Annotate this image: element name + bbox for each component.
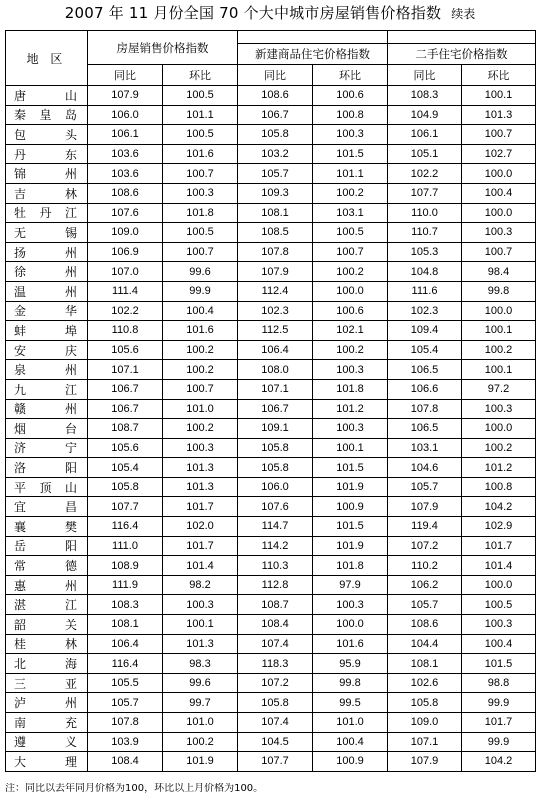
yoy-value: 103.2 xyxy=(238,144,313,164)
mom-value: 98.8 xyxy=(462,673,536,693)
mom-value: 101.9 xyxy=(163,752,238,772)
yoy-value: 108.5 xyxy=(238,223,313,243)
mom-value: 99.6 xyxy=(163,673,238,693)
page-title: 2007 年 11 月份全国 70 个大中城市房屋销售价格指数 xyxy=(64,4,442,22)
mom-value: 101.8 xyxy=(313,556,388,576)
mom-value: 102.7 xyxy=(462,144,536,164)
mom-value: 99.9 xyxy=(163,281,238,301)
yoy-value: 107.9 xyxy=(388,497,462,517)
mom-value: 100.3 xyxy=(313,125,388,145)
yoy-value: 108.7 xyxy=(88,419,163,439)
yoy-value: 108.3 xyxy=(388,86,462,106)
yoy-value: 118.3 xyxy=(238,654,313,674)
header-sales-index: 房屋销售价格指数 xyxy=(88,31,238,65)
city-name: 无锡 xyxy=(6,223,88,243)
mom-value: 102.0 xyxy=(163,517,238,537)
yoy-value: 105.7 xyxy=(88,693,163,713)
yoy-value: 110.3 xyxy=(238,556,313,576)
header-spacer-new xyxy=(238,31,388,44)
mom-value: 101.2 xyxy=(462,458,536,478)
mom-value: 100.0 xyxy=(462,301,536,321)
yoy-value: 106.5 xyxy=(388,419,462,439)
yoy-value: 107.4 xyxy=(238,713,313,733)
mom-value: 101.0 xyxy=(163,399,238,419)
yoy-value: 110.0 xyxy=(388,203,462,223)
yoy-value: 107.8 xyxy=(238,242,313,262)
yoy-value: 104.6 xyxy=(388,458,462,478)
mom-value: 100.5 xyxy=(163,223,238,243)
table-row xyxy=(6,340,536,360)
mom-value: 100.3 xyxy=(313,360,388,380)
mom-value: 100.2 xyxy=(313,340,388,360)
yoy-value: 114.2 xyxy=(238,536,313,556)
city-name: 大理 xyxy=(6,752,88,772)
mom-value: 101.7 xyxy=(163,536,238,556)
mom-value: 100.3 xyxy=(462,615,536,635)
table-row xyxy=(6,164,536,184)
city-name: 常德 xyxy=(6,556,88,576)
yoy-value: 105.5 xyxy=(88,673,163,693)
yoy-value: 102.2 xyxy=(388,164,462,184)
mom-value: 100.3 xyxy=(163,595,238,615)
yoy-value: 105.7 xyxy=(388,595,462,615)
table-row xyxy=(6,517,536,537)
mom-value: 99.8 xyxy=(462,281,536,301)
mom-value: 100.7 xyxy=(462,125,536,145)
mom-value: 101.3 xyxy=(163,634,238,654)
city-name: 安庆 xyxy=(6,340,88,360)
table-row xyxy=(6,615,536,635)
header-second-index: 二手住宅价格指数 xyxy=(388,44,536,65)
city-name: 三亚 xyxy=(6,673,88,693)
header-mom: 环比 xyxy=(163,65,238,86)
yoy-value: 106.2 xyxy=(388,575,462,595)
mom-value: 99.9 xyxy=(462,693,536,713)
mom-value: 101.7 xyxy=(462,536,536,556)
yoy-value: 105.8 xyxy=(238,693,313,713)
table-row xyxy=(6,752,536,772)
mom-value: 100.4 xyxy=(462,183,536,203)
yoy-value: 107.2 xyxy=(238,673,313,693)
yoy-value: 108.6 xyxy=(88,183,163,203)
yoy-value: 108.9 xyxy=(88,556,163,576)
yoy-value: 109.3 xyxy=(238,183,313,203)
city-name: 锦州 xyxy=(6,164,88,184)
table-row xyxy=(6,105,536,125)
yoy-value: 104.8 xyxy=(388,262,462,282)
city-name: 扬州 xyxy=(6,242,88,262)
mom-value: 100.3 xyxy=(462,399,536,419)
yoy-value: 111.9 xyxy=(88,575,163,595)
mom-value: 101.1 xyxy=(313,164,388,184)
mom-value: 101.6 xyxy=(163,321,238,341)
mom-value: 98.4 xyxy=(462,262,536,282)
yoy-value: 107.7 xyxy=(238,752,313,772)
yoy-value: 116.4 xyxy=(88,517,163,537)
yoy-value: 105.8 xyxy=(238,438,313,458)
table-row xyxy=(6,281,536,301)
city-name: 宜昌 xyxy=(6,497,88,517)
table-row xyxy=(6,536,536,556)
mom-value: 100.4 xyxy=(313,732,388,752)
yoy-value: 106.4 xyxy=(238,340,313,360)
table-row xyxy=(6,575,536,595)
city-name: 泸州 xyxy=(6,693,88,713)
mom-value: 104.2 xyxy=(462,497,536,517)
mom-value: 98.2 xyxy=(163,575,238,595)
city-name: 烟台 xyxy=(6,419,88,439)
yoy-value: 106.0 xyxy=(238,477,313,497)
yoy-value: 106.6 xyxy=(388,379,462,399)
yoy-value: 103.1 xyxy=(388,438,462,458)
mom-value: 100.4 xyxy=(462,634,536,654)
yoy-value: 107.9 xyxy=(238,262,313,282)
yoy-value: 106.7 xyxy=(88,379,163,399)
mom-value: 101.7 xyxy=(163,497,238,517)
header-mom: 环比 xyxy=(462,65,536,86)
mom-value: 100.9 xyxy=(313,497,388,517)
mom-value: 101.0 xyxy=(313,713,388,733)
yoy-value: 106.4 xyxy=(88,634,163,654)
header-yoy: 同比 xyxy=(238,65,313,86)
mom-value: 101.7 xyxy=(462,713,536,733)
title-suffix: 续表 xyxy=(451,7,476,21)
city-name: 泉州 xyxy=(6,360,88,380)
mom-value: 100.3 xyxy=(313,595,388,615)
yoy-value: 114.7 xyxy=(238,517,313,537)
table-row xyxy=(6,242,536,262)
city-name: 丹东 xyxy=(6,144,88,164)
mom-value: 100.0 xyxy=(462,575,536,595)
mom-value: 101.4 xyxy=(462,556,536,576)
mom-value: 101.4 xyxy=(163,556,238,576)
mom-value: 99.9 xyxy=(462,732,536,752)
yoy-value: 108.6 xyxy=(238,86,313,106)
yoy-value: 108.1 xyxy=(238,203,313,223)
header-yoy: 同比 xyxy=(388,65,462,86)
yoy-value: 107.6 xyxy=(238,497,313,517)
yoy-value: 107.8 xyxy=(388,399,462,419)
footnote: 注：同比以去年同月价格为100，环比以上月价格为100。 xyxy=(5,783,264,794)
mom-value: 100.4 xyxy=(163,301,238,321)
mom-value: 99.7 xyxy=(163,693,238,713)
city-name: 湛江 xyxy=(6,595,88,615)
city-name: 蚌埠 xyxy=(6,321,88,341)
yoy-value: 110.7 xyxy=(388,223,462,243)
city-name: 唐山 xyxy=(6,86,88,106)
yoy-value: 106.1 xyxy=(388,125,462,145)
yoy-value: 105.4 xyxy=(88,458,163,478)
table-row xyxy=(6,713,536,733)
yoy-value: 105.6 xyxy=(88,438,163,458)
table-row xyxy=(6,438,536,458)
yoy-value: 108.1 xyxy=(88,615,163,635)
mom-value: 98.3 xyxy=(163,654,238,674)
mom-value: 100.2 xyxy=(163,732,238,752)
header-new-index: 新建商品住宅价格指数 xyxy=(238,44,388,65)
yoy-value: 106.7 xyxy=(238,399,313,419)
mom-value: 100.3 xyxy=(163,438,238,458)
mom-value: 100.0 xyxy=(462,203,536,223)
mom-value: 103.1 xyxy=(313,203,388,223)
city-name: 金华 xyxy=(6,301,88,321)
mom-value: 100.1 xyxy=(462,86,536,106)
mom-value: 102.1 xyxy=(313,321,388,341)
mom-value: 99.5 xyxy=(313,693,388,713)
yoy-value: 109.4 xyxy=(388,321,462,341)
mom-value: 100.1 xyxy=(313,438,388,458)
yoy-value: 107.1 xyxy=(238,379,313,399)
yoy-value: 112.8 xyxy=(238,575,313,595)
yoy-value: 108.6 xyxy=(388,615,462,635)
mom-value: 100.5 xyxy=(163,86,238,106)
table-row xyxy=(6,360,536,380)
city-name: 包头 xyxy=(6,125,88,145)
yoy-value: 103.9 xyxy=(88,732,163,752)
table-row xyxy=(6,595,536,615)
mom-value: 100.1 xyxy=(462,360,536,380)
mom-value: 97.2 xyxy=(462,379,536,399)
yoy-value: 102.3 xyxy=(388,301,462,321)
yoy-value: 103.6 xyxy=(88,164,163,184)
mom-value: 100.7 xyxy=(163,242,238,262)
yoy-value: 105.8 xyxy=(388,693,462,713)
city-name: 北海 xyxy=(6,654,88,674)
mom-value: 104.2 xyxy=(462,752,536,772)
yoy-value: 108.7 xyxy=(238,595,313,615)
table-row xyxy=(6,203,536,223)
yoy-value: 107.1 xyxy=(88,360,163,380)
table-row xyxy=(6,654,536,674)
mom-value: 101.8 xyxy=(313,379,388,399)
table-body xyxy=(6,86,536,772)
table-header xyxy=(6,31,536,86)
mom-value: 95.9 xyxy=(313,654,388,674)
mom-value: 100.0 xyxy=(462,419,536,439)
mom-value: 101.9 xyxy=(313,536,388,556)
yoy-value: 106.0 xyxy=(88,105,163,125)
mom-value: 101.0 xyxy=(163,713,238,733)
mom-value: 100.8 xyxy=(313,105,388,125)
city-name: 遵义 xyxy=(6,732,88,752)
table-row xyxy=(6,321,536,341)
city-name: 襄樊 xyxy=(6,517,88,537)
table-row xyxy=(6,399,536,419)
mom-value: 101.6 xyxy=(313,634,388,654)
city-name: 徐州 xyxy=(6,262,88,282)
mom-value: 100.7 xyxy=(163,379,238,399)
mom-value: 100.2 xyxy=(313,183,388,203)
city-name: 牡丹江 xyxy=(6,203,88,223)
table-row xyxy=(6,301,536,321)
yoy-value: 105.3 xyxy=(388,242,462,262)
mom-value: 101.2 xyxy=(313,399,388,419)
mom-value: 102.9 xyxy=(462,517,536,537)
mom-value: 99.6 xyxy=(163,262,238,282)
city-name: 洛阳 xyxy=(6,458,88,478)
mom-value: 100.7 xyxy=(462,242,536,262)
yoy-value: 105.6 xyxy=(88,340,163,360)
city-name: 秦皇岛 xyxy=(6,105,88,125)
yoy-value: 102.3 xyxy=(238,301,313,321)
mom-value: 100.2 xyxy=(163,340,238,360)
yoy-value: 105.8 xyxy=(238,125,313,145)
mom-value: 100.7 xyxy=(163,164,238,184)
table-row xyxy=(6,458,536,478)
mom-value: 100.0 xyxy=(313,281,388,301)
mom-value: 101.8 xyxy=(163,203,238,223)
yoy-value: 105.1 xyxy=(388,144,462,164)
yoy-value: 104.4 xyxy=(388,634,462,654)
table-row xyxy=(6,86,536,106)
yoy-value: 102.2 xyxy=(88,301,163,321)
table-row xyxy=(6,223,536,243)
city-name: 吉林 xyxy=(6,183,88,203)
yoy-value: 103.6 xyxy=(88,144,163,164)
mom-value: 100.5 xyxy=(462,595,536,615)
yoy-value: 106.7 xyxy=(88,399,163,419)
yoy-value: 110.8 xyxy=(88,321,163,341)
mom-value: 100.7 xyxy=(313,242,388,262)
table-row xyxy=(6,673,536,693)
mom-value: 101.9 xyxy=(313,477,388,497)
city-name: 惠州 xyxy=(6,575,88,595)
yoy-value: 109.1 xyxy=(238,419,313,439)
mom-value: 100.3 xyxy=(462,223,536,243)
table-row xyxy=(6,497,536,517)
yoy-value: 108.1 xyxy=(388,654,462,674)
yoy-value: 106.1 xyxy=(88,125,163,145)
header-region: 地 区 xyxy=(6,31,88,86)
mom-value: 100.0 xyxy=(462,164,536,184)
table-row xyxy=(6,419,536,439)
yoy-value: 105.4 xyxy=(388,340,462,360)
mom-value: 100.8 xyxy=(462,477,536,497)
mom-value: 100.1 xyxy=(163,615,238,635)
mom-value: 101.5 xyxy=(313,458,388,478)
mom-value: 101.3 xyxy=(462,105,536,125)
mom-value: 101.5 xyxy=(313,144,388,164)
table-row xyxy=(6,477,536,497)
yoy-value: 107.7 xyxy=(388,183,462,203)
city-name: 岳阳 xyxy=(6,536,88,556)
mom-value: 100.2 xyxy=(163,360,238,380)
city-name: 南充 xyxy=(6,713,88,733)
yoy-value: 106.9 xyxy=(88,242,163,262)
table-row xyxy=(6,634,536,654)
header-yoy: 同比 xyxy=(88,65,163,86)
yoy-value: 104.9 xyxy=(388,105,462,125)
city-name: 韶关 xyxy=(6,615,88,635)
table-row xyxy=(6,693,536,713)
yoy-value: 111.0 xyxy=(88,536,163,556)
yoy-value: 104.5 xyxy=(238,732,313,752)
yoy-value: 105.8 xyxy=(238,458,313,478)
yoy-value: 109.0 xyxy=(388,713,462,733)
yoy-value: 107.9 xyxy=(388,752,462,772)
yoy-value: 107.4 xyxy=(238,634,313,654)
yoy-value: 102.6 xyxy=(388,673,462,693)
yoy-value: 112.4 xyxy=(238,281,313,301)
table-row xyxy=(6,379,536,399)
city-name: 赣州 xyxy=(6,399,88,419)
city-name: 桂林 xyxy=(6,634,88,654)
yoy-value: 112.5 xyxy=(238,321,313,341)
header-mom: 环比 xyxy=(313,65,388,86)
mom-value: 100.2 xyxy=(462,438,536,458)
mom-value: 101.5 xyxy=(313,517,388,537)
mom-value: 100.2 xyxy=(163,419,238,439)
yoy-value: 110.2 xyxy=(388,556,462,576)
yoy-value: 107.9 xyxy=(88,86,163,106)
yoy-value: 106.7 xyxy=(238,105,313,125)
yoy-value: 111.6 xyxy=(388,281,462,301)
yoy-value: 105.7 xyxy=(388,477,462,497)
table-row xyxy=(6,183,536,203)
mom-value: 100.3 xyxy=(313,419,388,439)
yoy-value: 107.6 xyxy=(88,203,163,223)
table-row xyxy=(6,262,536,282)
city-name: 济宁 xyxy=(6,438,88,458)
mom-value: 100.0 xyxy=(313,615,388,635)
yoy-value: 108.3 xyxy=(88,595,163,615)
yoy-value: 107.1 xyxy=(388,732,462,752)
price-index-table xyxy=(5,30,536,772)
table-row xyxy=(6,144,536,164)
mom-value: 101.5 xyxy=(462,654,536,674)
table-row xyxy=(6,556,536,576)
yoy-value: 116.4 xyxy=(88,654,163,674)
yoy-value: 107.8 xyxy=(88,713,163,733)
mom-value: 100.2 xyxy=(462,340,536,360)
mom-value: 100.1 xyxy=(462,321,536,341)
mom-value: 100.2 xyxy=(313,262,388,282)
table-row xyxy=(6,125,536,145)
mom-value: 101.6 xyxy=(163,144,238,164)
yoy-value: 109.0 xyxy=(88,223,163,243)
city-name: 温州 xyxy=(6,281,88,301)
table-row xyxy=(6,732,536,752)
mom-value: 100.5 xyxy=(163,125,238,145)
city-name: 九江 xyxy=(6,379,88,399)
mom-value: 100.6 xyxy=(313,86,388,106)
mom-value: 100.9 xyxy=(313,752,388,772)
mom-value: 101.3 xyxy=(163,477,238,497)
yoy-value: 111.4 xyxy=(88,281,163,301)
mom-value: 99.8 xyxy=(313,673,388,693)
yoy-value: 105.8 xyxy=(88,477,163,497)
yoy-value: 119.4 xyxy=(388,517,462,537)
yoy-value: 107.2 xyxy=(388,536,462,556)
title-row xyxy=(0,0,540,28)
mom-value: 100.6 xyxy=(313,301,388,321)
yoy-value: 108.0 xyxy=(238,360,313,380)
mom-value: 101.1 xyxy=(163,105,238,125)
mom-value: 97.9 xyxy=(313,575,388,595)
city-name: 平顶山 xyxy=(6,477,88,497)
yoy-value: 108.4 xyxy=(238,615,313,635)
yoy-value: 107.0 xyxy=(88,262,163,282)
header-spacer-second xyxy=(388,31,536,44)
yoy-value: 108.4 xyxy=(88,752,163,772)
mom-value: 100.5 xyxy=(313,223,388,243)
mom-value: 100.3 xyxy=(163,183,238,203)
yoy-value: 106.5 xyxy=(388,360,462,380)
yoy-value: 105.7 xyxy=(238,164,313,184)
yoy-value: 107.7 xyxy=(88,497,163,517)
mom-value: 101.3 xyxy=(163,458,238,478)
